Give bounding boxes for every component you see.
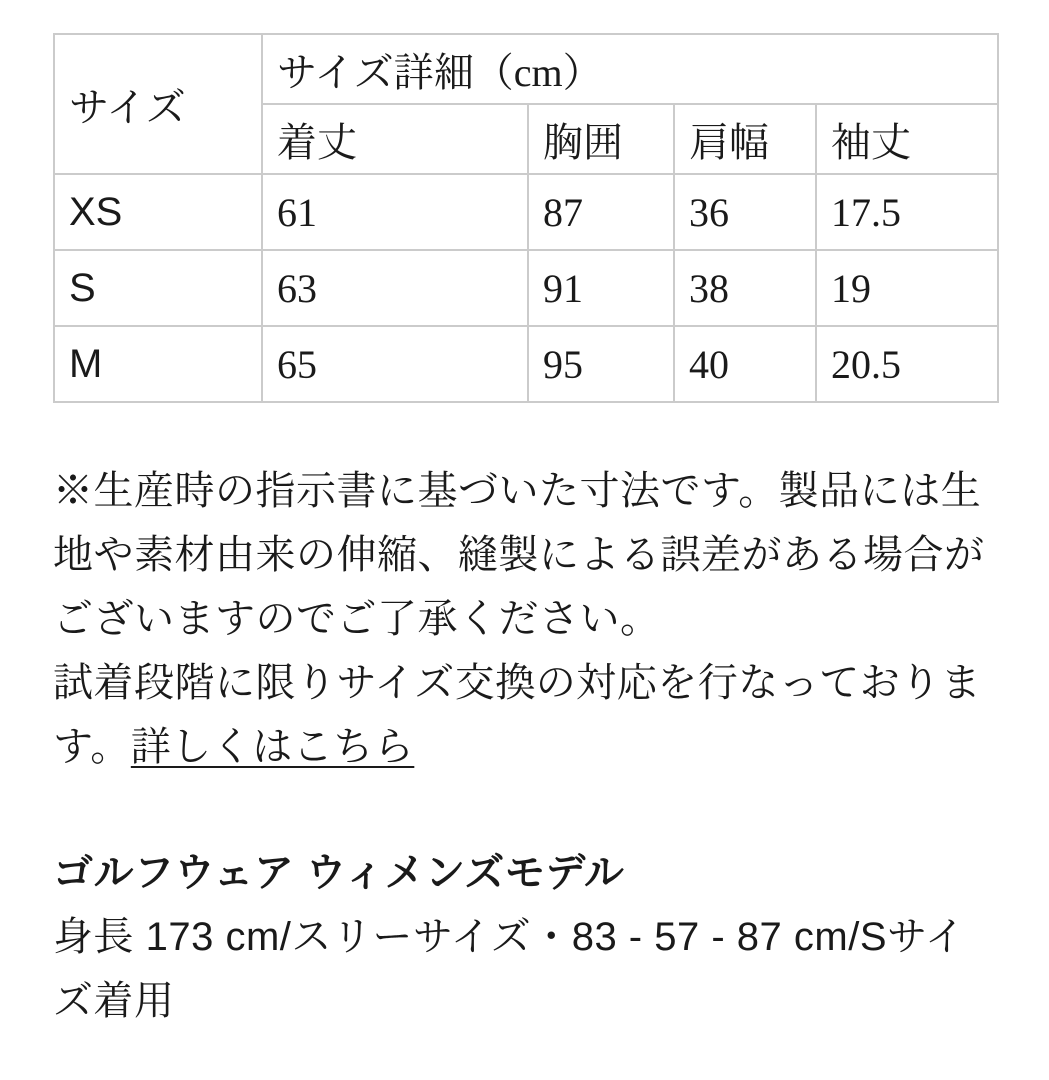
value-cell-length: 63 — [262, 250, 528, 326]
table-row-s — [54, 250, 998, 326]
value-cell-chest: 87 — [528, 174, 674, 250]
table-row-xs — [54, 174, 998, 250]
value-cell-shoulder: 40 — [674, 326, 816, 402]
size-cell: S — [54, 250, 262, 326]
size-chart-table — [53, 33, 999, 403]
value-cell-shoulder: 36 — [674, 174, 816, 250]
size-note — [53, 459, 997, 779]
table-header-row-group — [54, 34, 998, 104]
model-info-heading: ゴルフウェア ウィメンズモデル — [53, 851, 625, 895]
measurement-header-chest: 胸囲 — [528, 104, 674, 174]
value-cell-chest: 95 — [528, 326, 674, 402]
table-row-m — [54, 326, 998, 402]
size-column-header-cell: サイズ — [54, 34, 262, 174]
value-cell-sleeve: 20.5 — [816, 326, 998, 402]
value-cell-length: 65 — [262, 326, 528, 402]
size-cell: M — [54, 326, 262, 402]
exchange-policy-text: 試着段階に限りサイズ交換の対応を行なっております。 — [53, 661, 982, 769]
value-cell-sleeve: 17.5 — [816, 174, 998, 250]
value-cell-chest: 91 — [528, 250, 674, 326]
model-info-section — [53, 841, 997, 1033]
value-cell-length: 61 — [262, 174, 528, 250]
exchange-policy-details-link[interactable]: 詳しくはこちら — [130, 725, 415, 769]
value-cell-shoulder: 38 — [674, 250, 816, 326]
value-cell-sleeve: 19 — [816, 250, 998, 326]
detail-group-header-cell: サイズ詳細（cm） — [262, 34, 998, 104]
measurement-header-length: 着丈 — [262, 104, 528, 174]
size-cell: XS — [54, 174, 262, 250]
measurement-header-shoulder: 肩幅 — [674, 104, 816, 174]
model-measurements-text: 身長 173 cm/スリーサイズ・83 - 57 - 87 cm/Sサイズ着用 — [53, 915, 966, 1023]
measurement-header-sleeve: 袖丈 — [816, 104, 998, 174]
measurement-disclaimer-text: ※生産時の指示書に基づいた寸法です。製品には生地や素材由来の伸縮、縫製による誤差がある場合がございますのでご了承ください。 — [53, 469, 985, 641]
exchange-policy-line — [53, 651, 997, 779]
